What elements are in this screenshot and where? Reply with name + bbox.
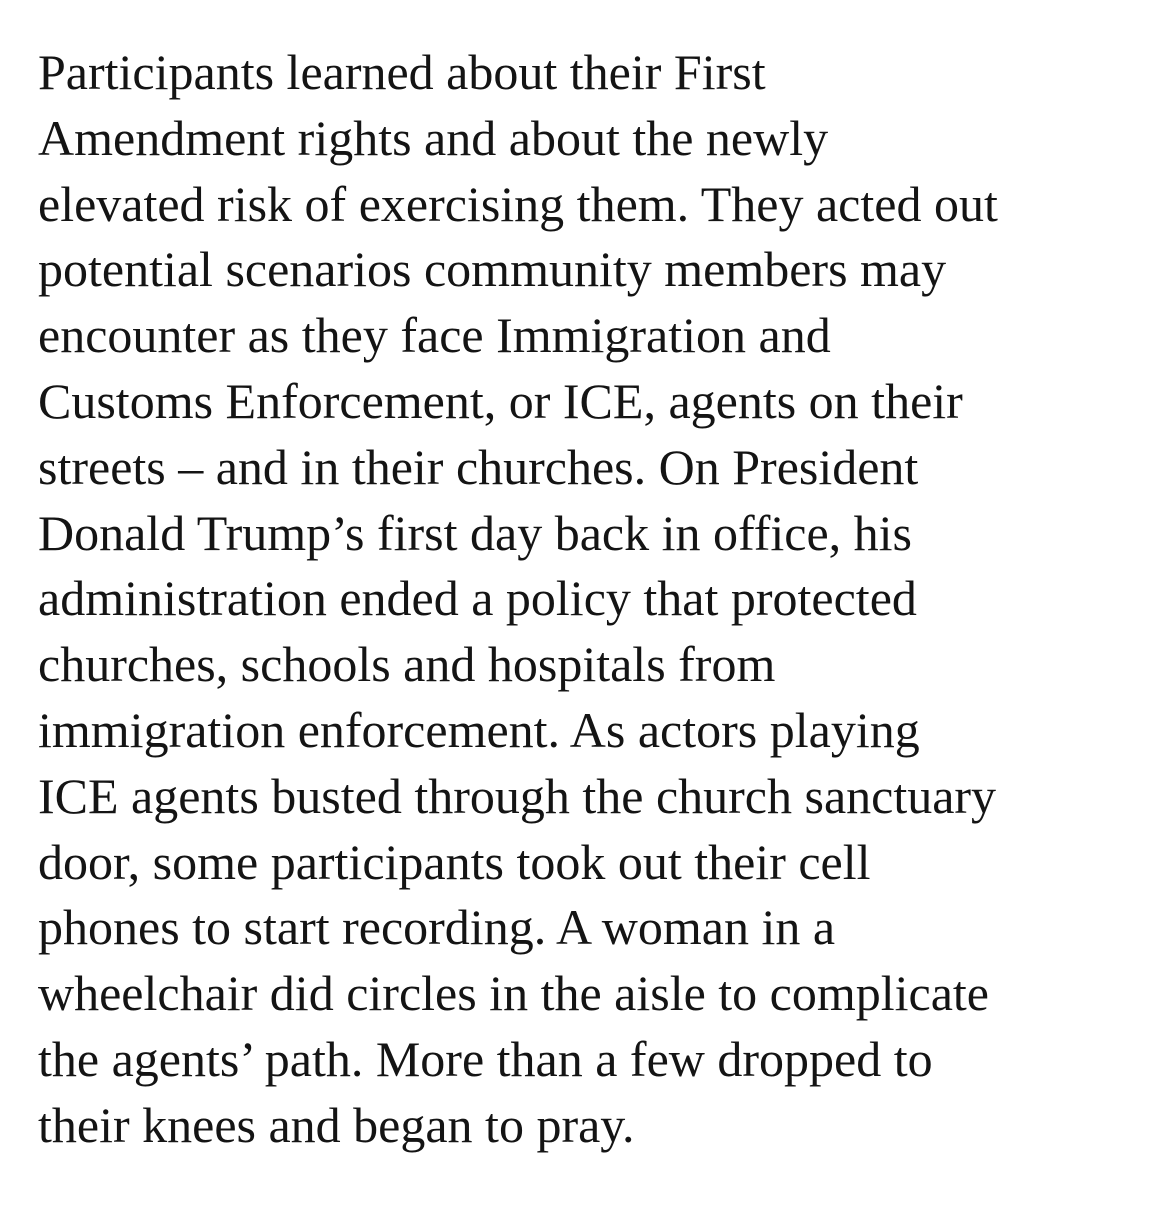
paragraph-line: Amendment rights and about the newly [38,109,829,166]
paragraph-line: Customs Enforcement, or ICE, agents on their [38,372,963,429]
paragraph-line: elevated risk of exercising them. They acted out [38,175,998,232]
paragraph-line: streets – and in their churches. On President [38,438,919,495]
paragraph-line: the agents’ path. More than a few dropped to [38,1030,933,1087]
paragraph-line: phones to start recording. A woman in a [38,899,836,956]
paragraph-line: Participants learned about their First [38,44,766,100]
paragraph-line: ICE agents busted through the church sanctuary [38,767,997,824]
paragraph-line: wheelchair did circles in the aisle to complicate [38,965,990,1022]
paragraph-line: churches, schools and hospitals from [38,636,776,693]
paragraph-line: immigration enforcement. As actors playing [38,701,920,758]
paragraph-line: administration ended a policy that protected [38,570,917,627]
paragraph-line: door, some participants took out their cell [38,833,871,890]
paragraph-line: Donald Trump’s first day back in office, his [38,504,912,561]
article-paragraph [38,40,1158,1159]
paragraph-line: potential scenarios community members may [38,241,947,298]
paragraph-line: encounter as they face Immigration and [38,307,831,364]
paragraph-line: their knees and began to pray. [38,1096,635,1153]
